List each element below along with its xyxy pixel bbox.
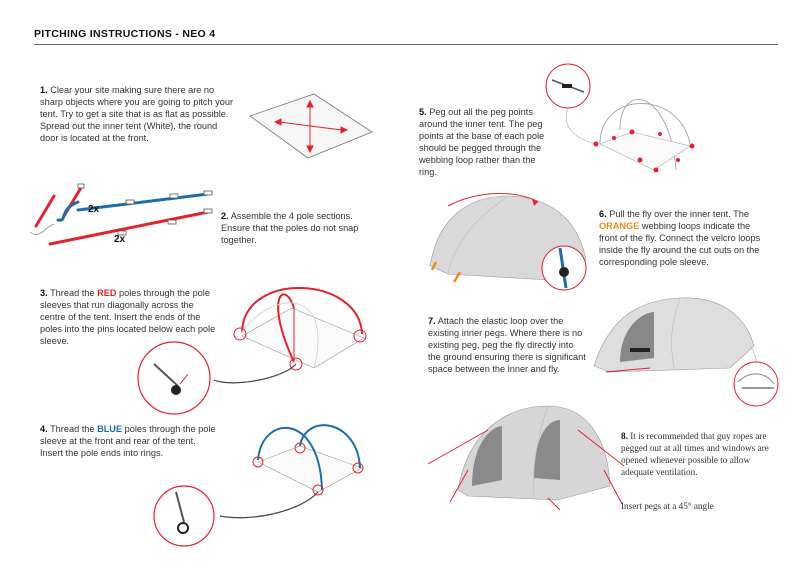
step-number: 7. [428, 316, 436, 326]
step-5 [419, 106, 555, 178]
step-1 [40, 84, 236, 144]
step-8 [621, 430, 769, 478]
step-number: 3. [40, 288, 48, 298]
guy-ropes-illustration [428, 400, 628, 512]
step-pre: Thread the [50, 288, 98, 298]
step-6 [599, 208, 767, 268]
header-divider [34, 44, 778, 45]
step-text: Assemble the 4 pole sections. Ensure that the poles do not snap together. [221, 211, 359, 245]
step-pre: Pull the fly over the inner tent. The [609, 209, 749, 219]
red-pole-count: 2x [114, 234, 126, 245]
step-text: Attach the elastic loop over the existing inner pegs. Where there is no existing peg, peg the fly directly into the ground ensuring there is significant space between the inner and fly. [428, 316, 586, 374]
page-title: PITCHING INSTRUCTIONS - NEO 4 [34, 28, 216, 40]
step-post: poles through the pole sleeve at the front and rear of the tent. Insert the pole ends into rings. [40, 424, 216, 458]
step-text: Peg out all the peg points around the inner tent. The peg points at the base of each pole should be pegged through the webbing loop rather than the ring. [419, 107, 545, 177]
blue-poles-illustration [150, 412, 370, 552]
step-number: 4. [40, 424, 48, 434]
peg-out-illustration [540, 60, 700, 190]
step-text: It is recommended that guy ropes are pegged out at all times and windows are opened whenever possible to allow adequate ventilation. [621, 431, 769, 477]
orange-highlight: ORANGE [599, 221, 640, 231]
step-number: 2. [221, 211, 229, 221]
fly-over-illustration [428, 188, 598, 298]
step-number: 1. [40, 85, 48, 95]
step-number: 5. [419, 107, 427, 117]
step-number: 6. [599, 209, 607, 219]
blue-pole-count: 2x [88, 204, 100, 215]
ground-sheet-illustration [246, 92, 376, 162]
elastic-loop-illustration [590, 286, 786, 410]
step-pre: Thread the [50, 424, 98, 434]
step-text: Clear your site making sure there are no sharp objects where you are going to pitch your tent. Try to get a site that is as flat as possible. Spread out the inner tent (White), the round door is located at the front. [40, 85, 234, 143]
step-2 [221, 210, 381, 246]
step-7 [428, 315, 588, 375]
red-highlight: RED [97, 288, 117, 298]
step-number: 8. [621, 431, 628, 441]
step-post: poles through the pole sleeves that run diagonally across the centre of the tent. Insert the ends of the poles into the pins located below each pole sleeve. [40, 288, 216, 346]
blue-highlight: BLUE [97, 424, 123, 434]
red-poles-illustration [134, 268, 374, 418]
step-post: webbing loops indicate the front of the fly. Connect the velcro loops inside the fly around the cut outs on the corresponding pole sleeve. [599, 221, 761, 267]
pole-sections-illustration [28, 182, 218, 254]
step-8-note: Insert pegs at a 45° angle [621, 501, 714, 511]
